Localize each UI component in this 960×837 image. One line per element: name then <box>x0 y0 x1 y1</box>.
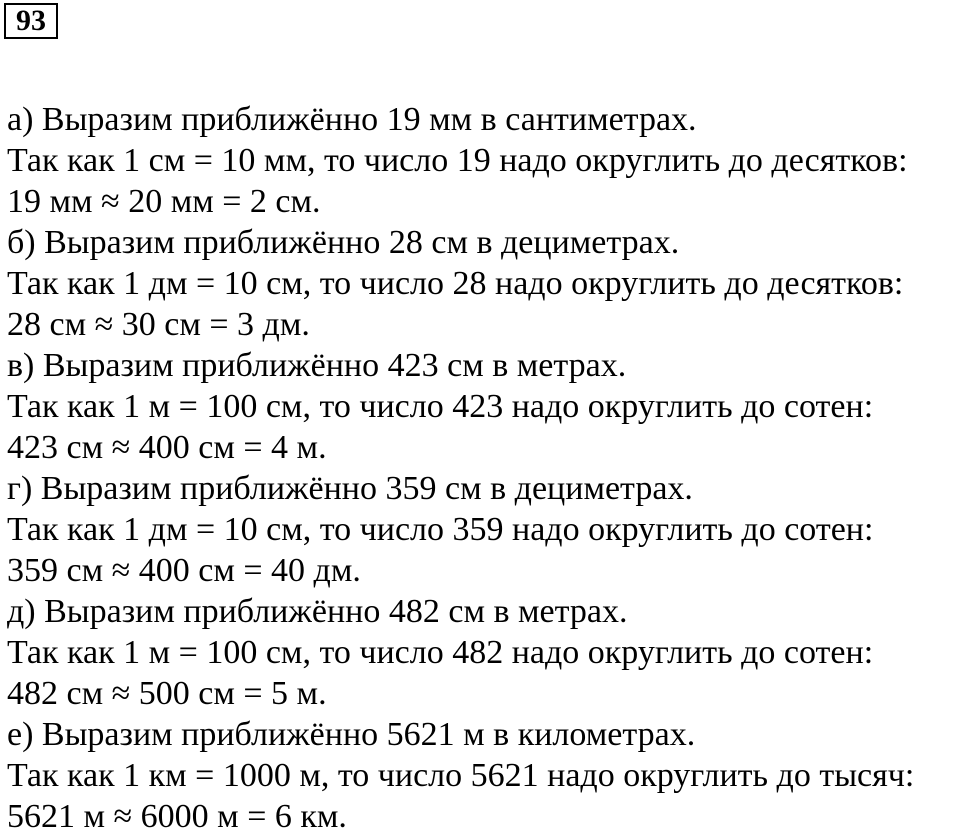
part-v-reason: Так как 1 м = 100 см, то число 423 надо округлить до сотен: <box>7 388 874 425</box>
part-v-statement: в) Выразим приближённо 423 см в метрах. <box>7 347 627 384</box>
part-b-result: 28 см ≈ 30 см = 3 дм. <box>7 306 310 343</box>
part-e-result: 5621 м ≈ 6000 м = 6 км. <box>7 798 347 835</box>
solution-text <box>7 99 957 837</box>
part-g-statement: г) Выразим приближённо 359 см в дециметрах. <box>7 470 693 507</box>
part-d-reason: Так как 1 м = 100 см, то число 482 надо округлить до сотен: <box>7 634 874 671</box>
part-g-result: 359 см ≈ 400 см = 40 дм. <box>7 552 361 589</box>
part-d-statement: д) Выразим приближённо 482 см в метрах. <box>7 593 628 630</box>
part-b-reason: Так как 1 дм = 10 см, то число 28 надо округлить до десятков: <box>7 265 904 302</box>
part-a-reason: Так как 1 см = 10 мм, то число 19 надо округлить до десятков: <box>7 142 908 179</box>
part-v-result: 423 см ≈ 400 см = 4 м. <box>7 429 327 466</box>
part-d-result: 482 см ≈ 500 см = 5 м. <box>7 675 327 712</box>
part-a-statement: а) Выразим приближённо 19 мм в сантиметрах. <box>7 101 697 138</box>
part-b-statement: б) Выразим приближённо 28 см в дециметрах. <box>7 224 680 261</box>
part-g-reason: Так как 1 дм = 10 см, то число 359 надо округлить до сотен: <box>7 511 874 548</box>
problem-number: 93 <box>4 3 58 39</box>
part-a-result: 19 мм ≈ 20 мм = 2 см. <box>7 183 321 220</box>
part-e-reason: Так как 1 км = 1000 м, то число 5621 надо округлить до тысяч: <box>7 757 915 794</box>
part-e-statement: е) Выразим приближённо 5621 м в километрах. <box>7 716 696 753</box>
